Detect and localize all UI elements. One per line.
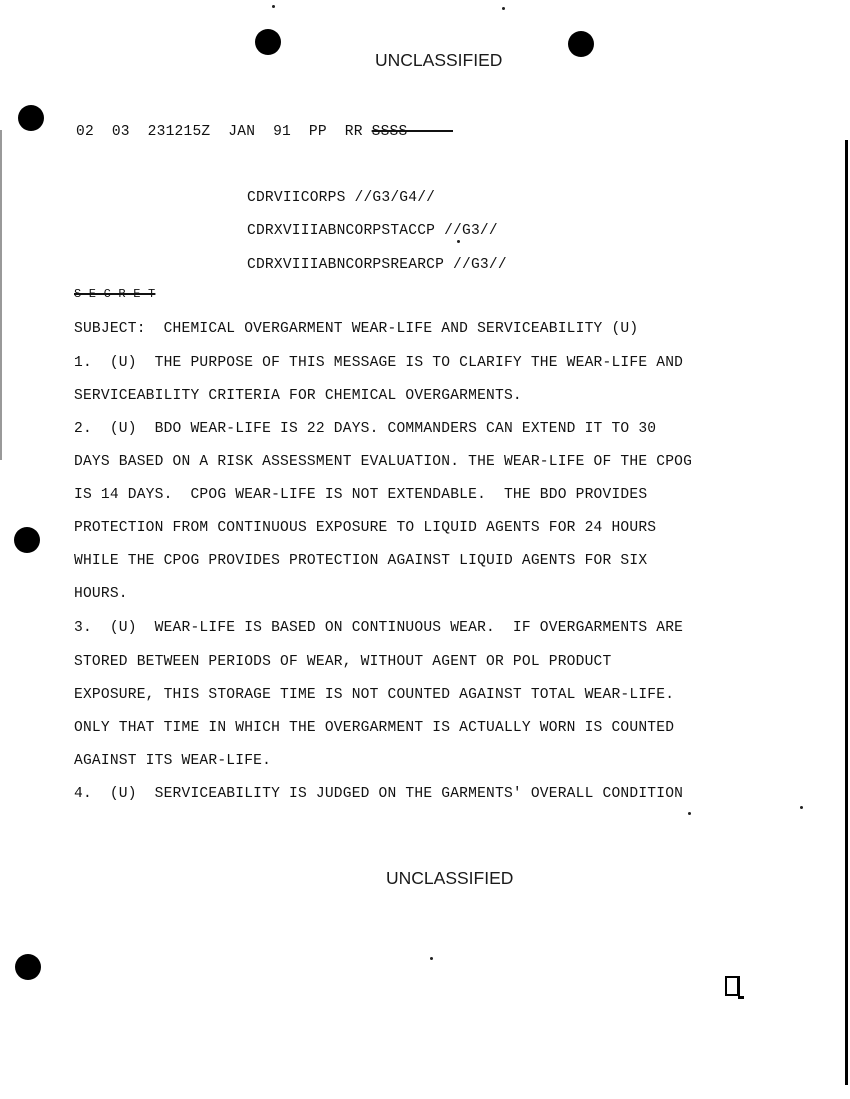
punch-hole-left-upper bbox=[18, 105, 44, 131]
struck-code: SSSS bbox=[371, 124, 408, 140]
body-line: STORED BETWEEN PERIODS OF WEAR, WITHOUT AGENT OR POL PRODUCT bbox=[74, 654, 612, 670]
punch-hole-top-right bbox=[568, 31, 594, 57]
body-line: 4. (U) SERVICEABILITY IS JUDGED ON THE GARMENTS' OVERALL CONDITION bbox=[74, 786, 684, 802]
scan-speck bbox=[457, 240, 460, 243]
body-line: 2. (U) BDO WEAR-LIFE IS 22 DAYS. COMMANDERS CAN EXTEND IT TO 30 bbox=[74, 421, 657, 437]
scan-speck bbox=[502, 7, 505, 10]
body-line: 1. (U) THE PURPOSE OF THIS MESSAGE IS TO CLARIFY THE WEAR-LIFE AND bbox=[74, 355, 684, 371]
classification-banner-top: UNCLASSIFIED bbox=[375, 50, 503, 70]
body-line: ONLY THAT TIME IN WHICH THE OVERGARMENT IS ACTUALLY WORN IS COUNTED bbox=[74, 720, 675, 736]
body-line: IS 14 DAYS. CPOG WEAR-LIFE IS NOT EXTENDABLE. THE BDO PROVIDES bbox=[74, 487, 648, 503]
page-corner-mark bbox=[725, 976, 740, 996]
dtg-line: 02 03 231215Z JAN 91 PP RR bbox=[76, 124, 363, 140]
body-line: DAYS BASED ON A RISK ASSESSMENT EVALUATION. THE WEAR-LIFE OF THE CPOG bbox=[74, 454, 693, 470]
scan-speck bbox=[430, 957, 433, 960]
punch-hole-left-lower bbox=[15, 954, 41, 980]
scan-speck bbox=[272, 5, 275, 8]
scan-speck bbox=[800, 806, 803, 809]
punch-hole-top-left bbox=[255, 29, 281, 55]
scan-speck bbox=[688, 812, 691, 815]
body-line: AGAINST ITS WEAR-LIFE. bbox=[74, 753, 272, 769]
body-line: WHILE THE CPOG PROVIDES PROTECTION AGAINST LIQUID AGENTS FOR SIX bbox=[74, 553, 648, 569]
body-line: EXPOSURE, THIS STORAGE TIME IS NOT COUNTED AGAINST TOTAL WEAR-LIFE. bbox=[74, 687, 675, 703]
message-header bbox=[76, 124, 453, 140]
body-line: SERVICEABILITY CRITERIA FOR CHEMICAL OVERGARMENTS. bbox=[74, 388, 522, 404]
addressee-3: CDRXVIIIABNCORPSREARCP //G3// bbox=[247, 257, 507, 273]
subject-line: SUBJECT: CHEMICAL OVERGARMENT WEAR-LIFE AND SERVICEABILITY (U) bbox=[74, 321, 639, 337]
strike-tail bbox=[407, 130, 453, 132]
punch-hole-left-middle bbox=[14, 527, 40, 553]
body-line: 3. (U) WEAR-LIFE IS BASED ON CONTINUOUS WEAR. IF OVERGARMENTS ARE bbox=[74, 620, 684, 636]
struck-classification: S E C R E T bbox=[74, 287, 156, 301]
classification-banner-bottom: UNCLASSIFIED bbox=[386, 868, 514, 888]
scan-edge-left bbox=[0, 130, 2, 460]
body-line: HOURS. bbox=[74, 586, 128, 602]
body-line: PROTECTION FROM CONTINUOUS EXPOSURE TO LIQUID AGENTS FOR 24 HOURS bbox=[74, 520, 657, 536]
scan-edge-right bbox=[845, 140, 848, 1085]
addressee-2: CDRXVIIIABNCORPSTACCP //G3// bbox=[247, 223, 498, 239]
addressee-1: CDRVIICORPS //G3/G4// bbox=[247, 190, 436, 206]
